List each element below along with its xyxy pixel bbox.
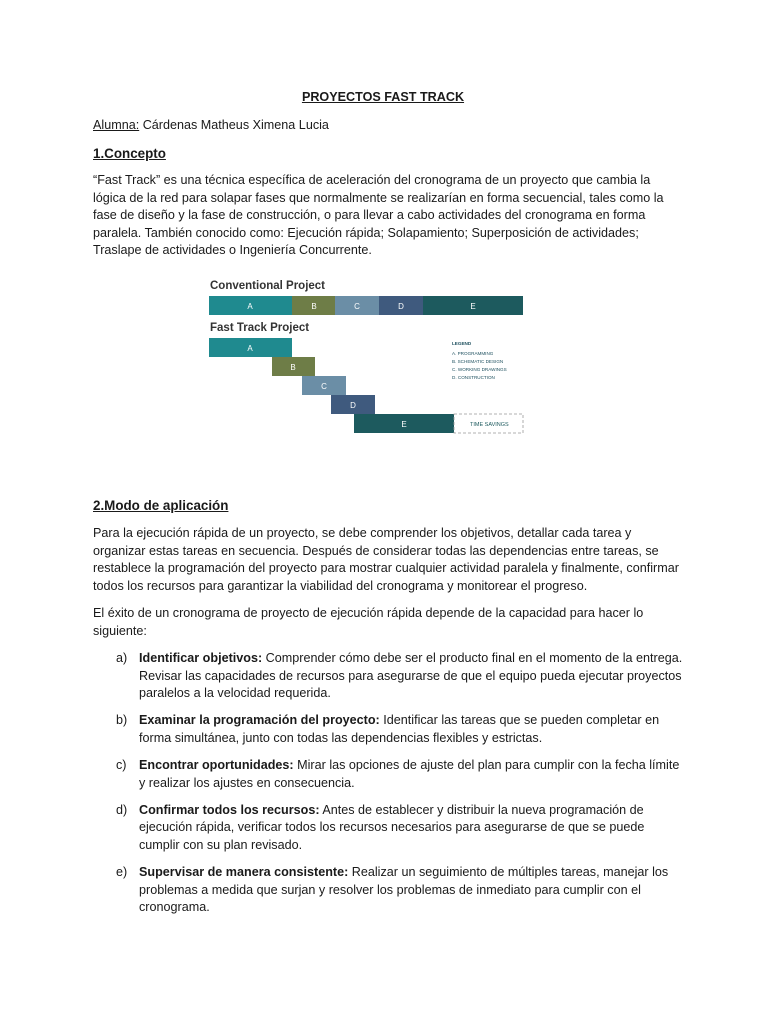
list-item [93, 712, 683, 747]
list-item-heading: Examinar la programación del proyecto: [139, 713, 380, 728]
conventional-label-e: E [470, 302, 476, 311]
list-item-text: Mirar las opciones de ajuste del plan para cumplir con la fecha límite y realizar los ajustes en consecuencia. [139, 757, 680, 790]
requirements-list [93, 650, 683, 926]
conventional-label-c: C [354, 302, 360, 311]
list-item [93, 864, 683, 917]
legend [452, 341, 507, 380]
modo-paragraph-1: Para la ejecución rápida de un proyecto, se debe comprender los objetivos, detallar cada tarea y organizar estas tareas en secuencia. Después de considerar todas las dependencias entre tareas, se restablece la programación del proyecto para mostrar cualquier actividad paralela y finalmente, confirmar todos los recursos para garantizar la viabilidad del cronograma y monitorear el progreso. [93, 526, 679, 593]
modo-paragraph-2: El éxito de un cronograma de proyecto de ejecución rápida depende de la capacidad para hacer lo siguiente: [93, 606, 644, 638]
conventional-label-a: A [247, 302, 253, 311]
list-item-heading: Confirmar todos los recursos: [139, 802, 320, 817]
list-item [93, 650, 683, 703]
fasttrack-label-b: B [290, 363, 296, 372]
list-item [93, 757, 683, 792]
fast-track-figure [204, 273, 544, 453]
list-item-text: Antes de establecer y distribuir la nueva programación de ejecución rápida, verificar todos los recursos necesarios para asegurarse de que se puede cumplir con su plan revisado. [139, 802, 645, 852]
student-line [93, 117, 683, 135]
legend-item-b: B. SCHEMATIC DESIGN [452, 359, 504, 364]
list-item [93, 802, 683, 855]
legend-item-d: D. CONSTRUCTION [452, 375, 495, 380]
fasttrack-label-e: E [401, 420, 407, 429]
list-item-text: Realizar un seguimiento de múltiples tareas, manejar los problemas a medida que surjan y resolver los problemas de inmediato para cumplir con el cronograma. [139, 864, 669, 915]
list-item-heading: Identificar objetivos: [139, 651, 263, 665]
legend-item-a: A. PROGRAMMING [452, 351, 494, 356]
legend-title: LEGEND [452, 341, 472, 346]
list-item-text: Comprender cómo debe ser el producto final en el momento de la entrega. Revisar las capacidades de recursos para asegurarse de que el equipo pueda ejecutar proyectos paralelos a la velocidad requerida. [139, 651, 683, 701]
section-heading-modo: 2.Modo de aplicación [93, 498, 229, 513]
list-marker: c) [116, 757, 127, 772]
legend-item-c: C. WORKING DRAWINGS [452, 367, 507, 372]
conventional-project-title: Conventional Project [210, 280, 326, 292]
conventional-label-d: D [398, 302, 404, 311]
list-marker: a) [116, 651, 128, 665]
fasttrack-label-d: D [350, 401, 356, 410]
list-item-heading: Supervisar de manera consistente: [139, 864, 349, 879]
conventional-bars [209, 296, 523, 315]
list-item-heading: Encontrar oportunidades: [139, 757, 294, 772]
fasttrack-project-title: Fast Track Project [210, 322, 310, 334]
student-label: Alumna: [93, 118, 140, 132]
list-marker: d) [116, 802, 128, 817]
fasttrack-label-a: A [247, 344, 253, 353]
conventional-label-b: B [311, 302, 317, 311]
document-title: PROYECTOS FAST TRACK [301, 90, 465, 104]
concepto-paragraph: “Fast Track” es una técnica específica de aceleración del cronograma de un proyecto que cambia la lógica de la red para solapar fases que normalmente se realizarían en forma secuencial, tales como la fase de diseño y la fase de construcción, o para llevar a cabo actividades del cronograma en forma paralela. También conocido como: Ejecución rápida; Solapamiento; Superposición de actividades; Traslape de actividades o Ingeniería Concurrente. [93, 173, 664, 258]
student-name: Cárdenas Matheus Ximena Lucia [142, 118, 329, 132]
list-item-text: Identificar las tareas que se pueden completar en forma simultánea, junto con todas las dependencias flexibles y estrictas. [139, 713, 660, 745]
section-heading-concepto: 1.Concepto [93, 146, 166, 161]
list-marker: b) [116, 713, 128, 728]
fasttrack-label-c: C [321, 382, 327, 391]
time-savings-label: TIME SAVINGS [470, 422, 509, 428]
list-marker: e) [116, 864, 128, 879]
